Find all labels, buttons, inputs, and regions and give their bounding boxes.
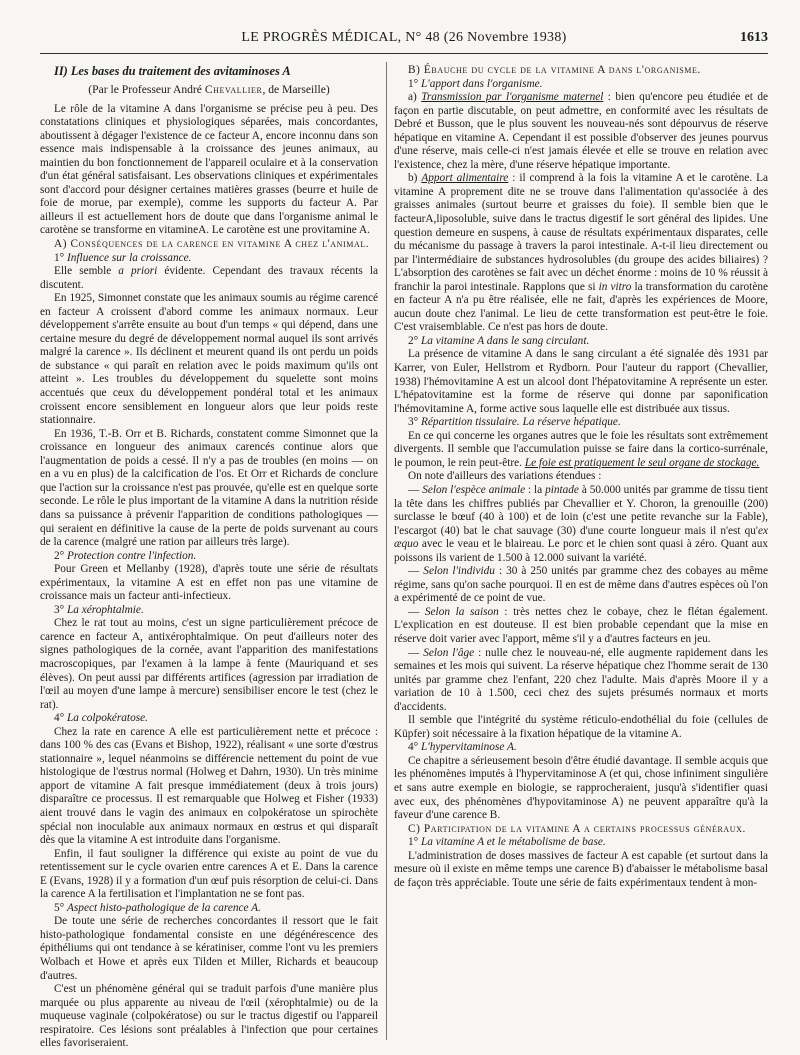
paragraph: — Selon l'espèce animale : la pintade à 50.000 unités par gramme de tissu tient la tête dans les chiffres publiés par Chevallier et Y. Choron, la grenouille (200) surclasse le bœuf (40 à 100) et de loin (c'est une petite revanche sur la Fable), l'escargot (40) bat le chat sauvage (30) d'une courte longueur mais il n'est qu'ex æquo avec le veau et le blaireau. Le porc et le chien sont quasi à zéro. Quant aux poissons ils varient de 1.500 à 12.000 suivant la variété. [394, 483, 768, 564]
paragraph: Enfin, il faut souligner la différence qui existe au point de vue du retentissement sur le cycle ovarien entre carences A et E. Dans la carence E (Evans, 1928) il y a formation d'un œuf puis résorption de celui-ci. Dans la carence A la fertilisation et l'implantation ne se font pas. [40, 847, 378, 901]
paragraph: — Selon la saison : très nettes chez le cobaye, chez le flétan également. L'explication en est douteuse. Il est bien probable cependant que la mise en réserve doit varier avec l'apport, même s'il y a d'autres facteurs en jeu. [394, 605, 768, 645]
subsection-4-title: 4° La colpokératose. [54, 712, 148, 725]
paragraph: En ce qui concerne les organes autres que le foie les résultats sont extrêmement divergents. Il semble que l'accumulation puisse se faire dans la cortico-surrénale, le poumon, le rein peut-être. Le foie est pratiquement le seul organe de stockage. [394, 429, 768, 469]
section-a-heading: A) Conséquences de la carence en vitamine A chez l'animal. [54, 238, 370, 251]
subsection-c1-title: 1° La vitamine A et le métabolisme de base. [408, 836, 606, 849]
subsection-1-title: 1° Influence sur la croissance. [54, 251, 192, 264]
paragraph: La présence de vitamine A dans le sang circulant a été signalée dès 1931 par Karrer, von Euler, Hellstrom et Rydborn. Pour l'auteur du rapport (Chevallier, 1938) l'hémovitamine A est un alcool dont l'hépatovitamine A représente un ester. L'hépatovitamine est la forme de réserve qui donne par saponification l'hémovitamine A, forme active sous laquelle elle est distribuée aux tissus. [394, 348, 768, 415]
right-column [394, 64, 768, 890]
column-divider [386, 62, 387, 1040]
paragraph: Ce chapitre a sérieusement besoin d'être étudié davantage. Il semble acquis que les phénomènes imputés à l'hypervitaminose A (et qui, chose infiniment singulière et sans autre exemple en biologie, se rapprocheraient, jusqu'à s'identifier quasi avec eux, des phénomènes d'hypovitaminose A) ne peuvent apparaître qu'à la faveur d'une carence B. [394, 754, 768, 822]
intro-paragraph: Le rôle de la vitamine A dans l'organisme se précise peu à peu. Des constatations cliniques et physiologiques séparées, mais concordantes, aboutissent à dégager l'existence de ce facteur A, encore inconnu dans son essence mais indispensable à la croissance des jeunes animaux, au maintien du bon fonctionnement de l'appareil oculaire et à la conservation d'un état général satisfaisant. Les observations cliniques et expérimentales sont d'accord pour désigner certaines matières grasses (beurre et huile de foie de morue, par exemple), comme les supports du facteur A. Par ailleurs il est actuellement hors de doute que dans l'organisme animal le carotène se transforme en vitamineA. Le carotène est une provitamine A. [40, 102, 378, 237]
journal-title: LE PROGRÈS MÉDICAL, N° 48 (26 Novembre 1938) [241, 30, 567, 45]
header-rule [40, 53, 768, 54]
paragraph: En 1936, T.-B. Orr et B. Richards, constatent comme Simonnet que la croissance en longueur des animaux carencés continue alors que l'augmentation de poids a cessé. Il n'y a pas de troubles (en moins — on en a vu en plus) de la calcification de l'os. Et Orr et Richards de conclure que l'action sur la croissance n'est pas prouvée, qu'elle est en quelque sorte seconde. Le rôle le plus important de la vitamine A dans la nutrition réside dans sa puissance à prévenir l'apparition de conditions pathologiques — qui seraient en définitive la cause de la perte de poids survenant au cours de la carence (malgré une ration par ailleurs très large). [40, 427, 378, 549]
paragraph: On note d'ailleurs des variations étendues : [408, 470, 602, 483]
paragraph: Elle semble a priori évidente. Cependant des travaux récents la discutent. [40, 265, 379, 291]
paragraph: En 1925, Simonnet constate que les animaux soumis au régime carencé en facteur A croissent d'abord comme les animaux normaux. Leur développement s'arrête ensuite au bout d'un temps « qui dépend, dans une certaine mesure du degré de développement normal auquel ils sont arrivés malgré la carence ». Ils déclinent et meurent quand ils ont perdu un poids de substance « qui paraît en relation avec le poids maximum qu'ils ont atteint ». Les troubles du développement du squelette sont moins accentués que ceux du développement pondéral total et les animaux croissent encore sensiblement en longueur alors que leur poids reste stationnaire. [40, 292, 378, 427]
byline: (Par le Professeur André Chevallier, de Marseille) [88, 83, 330, 96]
subsection-3-title: 3° La xérophtalmie. [54, 603, 144, 616]
paragraph: C'est un phénomène général qui se traduit parfois d'une manière plus marquée ou plus apparente au niveau de l'œil (xérophtalmie) ou de la muqueuse vaginale (colpokératose) ou sur le tractus digestif ou l'appareil respiratoire. Ces lésions sont préalables à l'infection que pour certaines elles favoriseraient. [40, 983, 378, 1050]
paragraph: b) Apport alimentaire : il comprend à la fois la vitamine A et le carotène. La vitamine A proprement dite ne se trouve dans l'alimentation qu'associée à des graisses animales (surtout beurre et graisses du foie). Il semble bien que le facteurA,liposoluble, suive dans le tractus digestif le sort général des lipides. Une question demeure en suspens, à cause de résultats expérimentaux disparates, celle du mécanisme du passage à travers la paroi intestinale. A-t-il lieu directement ou par l'intermédiaire de substances hydrosolubles (du groupe des acides biliaires) ? L'absorption des carotènes se fait avec un déchet énorme : moins de 10 % réussit à franchir la paroi intestinale. Rapplons que si in vitro la transformation du carotène en facteur A n'a pu être réalisée, elle ne fait, d'après les expériences de Moore, aucun doute chez l'animal. Le lieu de cette transformation est peut-être le foie. C'est vraisemblable. Ce n'est pas hors de doute. [394, 172, 768, 334]
paragraph: L'administration de doses massives de facteur A est capable (et surtout dans la mesure où il existe en même temps une carence B) d'abaisser le métabolisme basal de façon très appréciable. Toute une série de faits expérimentaux tendent à mon- [394, 849, 768, 889]
subsection-b3-title: 3° Répartition tissulaire. La réserve hépatique. [408, 416, 621, 429]
paragraph: Pour Green et Mellanby (1928), d'après toute une série de résultats expérimentaux, la vitamine A est en effet non pas une vitamine de croissance mais un facteur anti-infectieux. [40, 563, 378, 603]
subsection-b4-title: 4° L'hypervitaminose A. [408, 741, 517, 754]
paragraph: a) Transmission par l'organisme maternel : bien qu'encore peu étudiée et de façon en partie discutable, on peut admettre, en conformité avec les résultats de Debré et Busson, que le plus souvent les nouveau-nés sont dépourvus de réserve hépatique en vitamine A. Cependant il est possible d'observer des jeunes pourvus d'une réserve, mais celle-ci n'est jamais élevée et elle se trouve en relation avec l'existence, chez la mère, d'une réserve hépatique importante. [394, 91, 768, 171]
paragraph: — Selon l'individu : 30 à 250 unités par gramme chez des cobayes au même régime, sans qu'on sache pourquoi. Il en est de même dans d'autres espèces où l'on a expérimenté de ce point de vue. [394, 565, 769, 605]
subsection-b2-title: 2° La vitamine A dans le sang circulant. [408, 334, 590, 347]
article-heading: II) Les bases du traitement des avitaminoses A [54, 64, 291, 78]
paragraph: Chez la rate en carence A elle est particulièrement nette et précoce : dans 100 % des cas (Evans et Bishop, 1922), réalisant « une sorte d'œstrus stationnaire », lequel néanmoins se différencie nettement du point de vue histologique de l'œstrus normal (Holweg et Dahrn, 1930). Un très minime apport de vitamine A fait presque immédiatement (deux à trois jours) disparaître ce processus. Il est remarquable que Holweg et Fisher (1933) aient trouvé dans le vagin des animaux en colpokératose un spirochète spécial non inoculable aux animaux normaux en œstrus et qui disparaît dès que la vitamine A est introduite dans l'organisme. [40, 725, 378, 847]
section-c-heading: C) Participation de la vitamine A a certains processus généraux. [408, 822, 746, 835]
left-column [40, 64, 378, 1051]
section-b-heading: B) Ébauche du cycle de la vitamine A dans l'organisme. [408, 64, 701, 76]
paragraph: — Selon l'âge : nulle chez le nouveau-né, elle augmente rapidement dans les semaines et les mois qui suivent. La réserve hépatique chez l'homme serait de 130 unités par gramme chez l'enfant, 220 chez l'adulte. Mais d'après Moore il y a variation de 10 à 1.500, ceci chez des sujets présumés normaux et morts d'accidents. [394, 646, 769, 713]
page-number: 1613 [740, 30, 768, 45]
subsection-b1-title: 1° L'apport dans l'organisme. [408, 77, 543, 90]
paragraph: Chez le rat tout au moins, c'est un signe particulièrement précoce de carence en facteur A, antixérophtalmique. On peut d'ailleurs noter des signes pathologiques de la cornée, avant l'apparition des manifestations macroscopiques, par l'examen à la lampe à fente (Mauriquand et ses élèves). On peut aussi par différents artifices (agression par irradiation de l'œil au moyen d'une lampe à mercure) sensibiliser encore le test (chez le rat). [40, 617, 378, 711]
running-header [40, 30, 768, 52]
paragraph: Il semble que l'intégrité du système réticulo-endothélial du foie (cellules de Küpfer) soit nécessaire à la fixation hépatique de la vitamine A. [394, 714, 768, 740]
paragraph: De toute une série de recherches concordantes il ressort que le fait histo-pathologique fondamental consiste en une dégénérescence des épithéliums qui ont tendance à se kératiniser, comme l'ont vu les premiers Wolbach et Howe et après eux Tilden et Miller, Richards et beaucoup d'autres. [40, 915, 378, 982]
subsection-5-title: 5° Aspect histo-pathologique de la carence A. [54, 901, 261, 914]
subsection-2-title: 2° Protection contre l'infection. [54, 549, 197, 562]
